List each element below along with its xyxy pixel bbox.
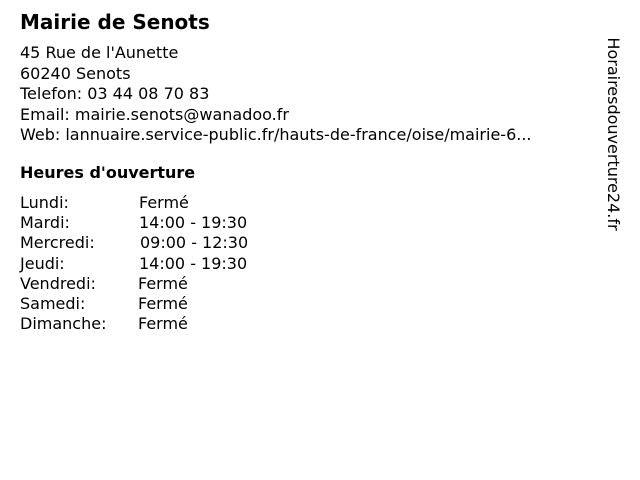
day-label: Samedi:	[20, 293, 86, 313]
email-line: Email: mairie.senots@wanadoo.fr	[20, 104, 289, 124]
day-hours: 14:00 - 19:30	[139, 213, 248, 233]
day-label: Mardi:	[20, 213, 70, 233]
watermark-vertical	[603, 37, 623, 230]
hours-heading: Heures d'ouverture	[20, 163, 196, 182]
day-label: Jeudi:	[20, 253, 65, 273]
day-hours: 09:00 - 12:30	[140, 233, 249, 253]
day-hours: 14:00 - 19:30	[139, 253, 248, 273]
web-line: Web: lannuaire.service-public.fr/hauts-de-france/oise/mairie-6...	[20, 125, 532, 144]
day-hours: Fermé	[138, 314, 188, 334]
day-hours: Fermé	[138, 293, 188, 313]
day-label: Vendredi:	[20, 273, 96, 293]
day-label: Lundi:	[20, 193, 69, 212]
address-block	[20, 43, 532, 146]
street-address: 45 Rue de l'Aunette	[20, 43, 179, 62]
phone-line: Telefon: 03 44 08 70 83	[20, 84, 210, 103]
postal-city: 60240 Senots	[20, 63, 131, 83]
watermark-text: Horairesdouverture24.fr	[604, 37, 623, 231]
day-label: Mercredi:	[20, 233, 95, 253]
day-label: Dimanche:	[20, 314, 107, 334]
page-title: Mairie de Senots	[20, 10, 210, 34]
day-hours: Fermé	[139, 193, 189, 212]
day-hours: Fermé	[138, 273, 188, 293]
